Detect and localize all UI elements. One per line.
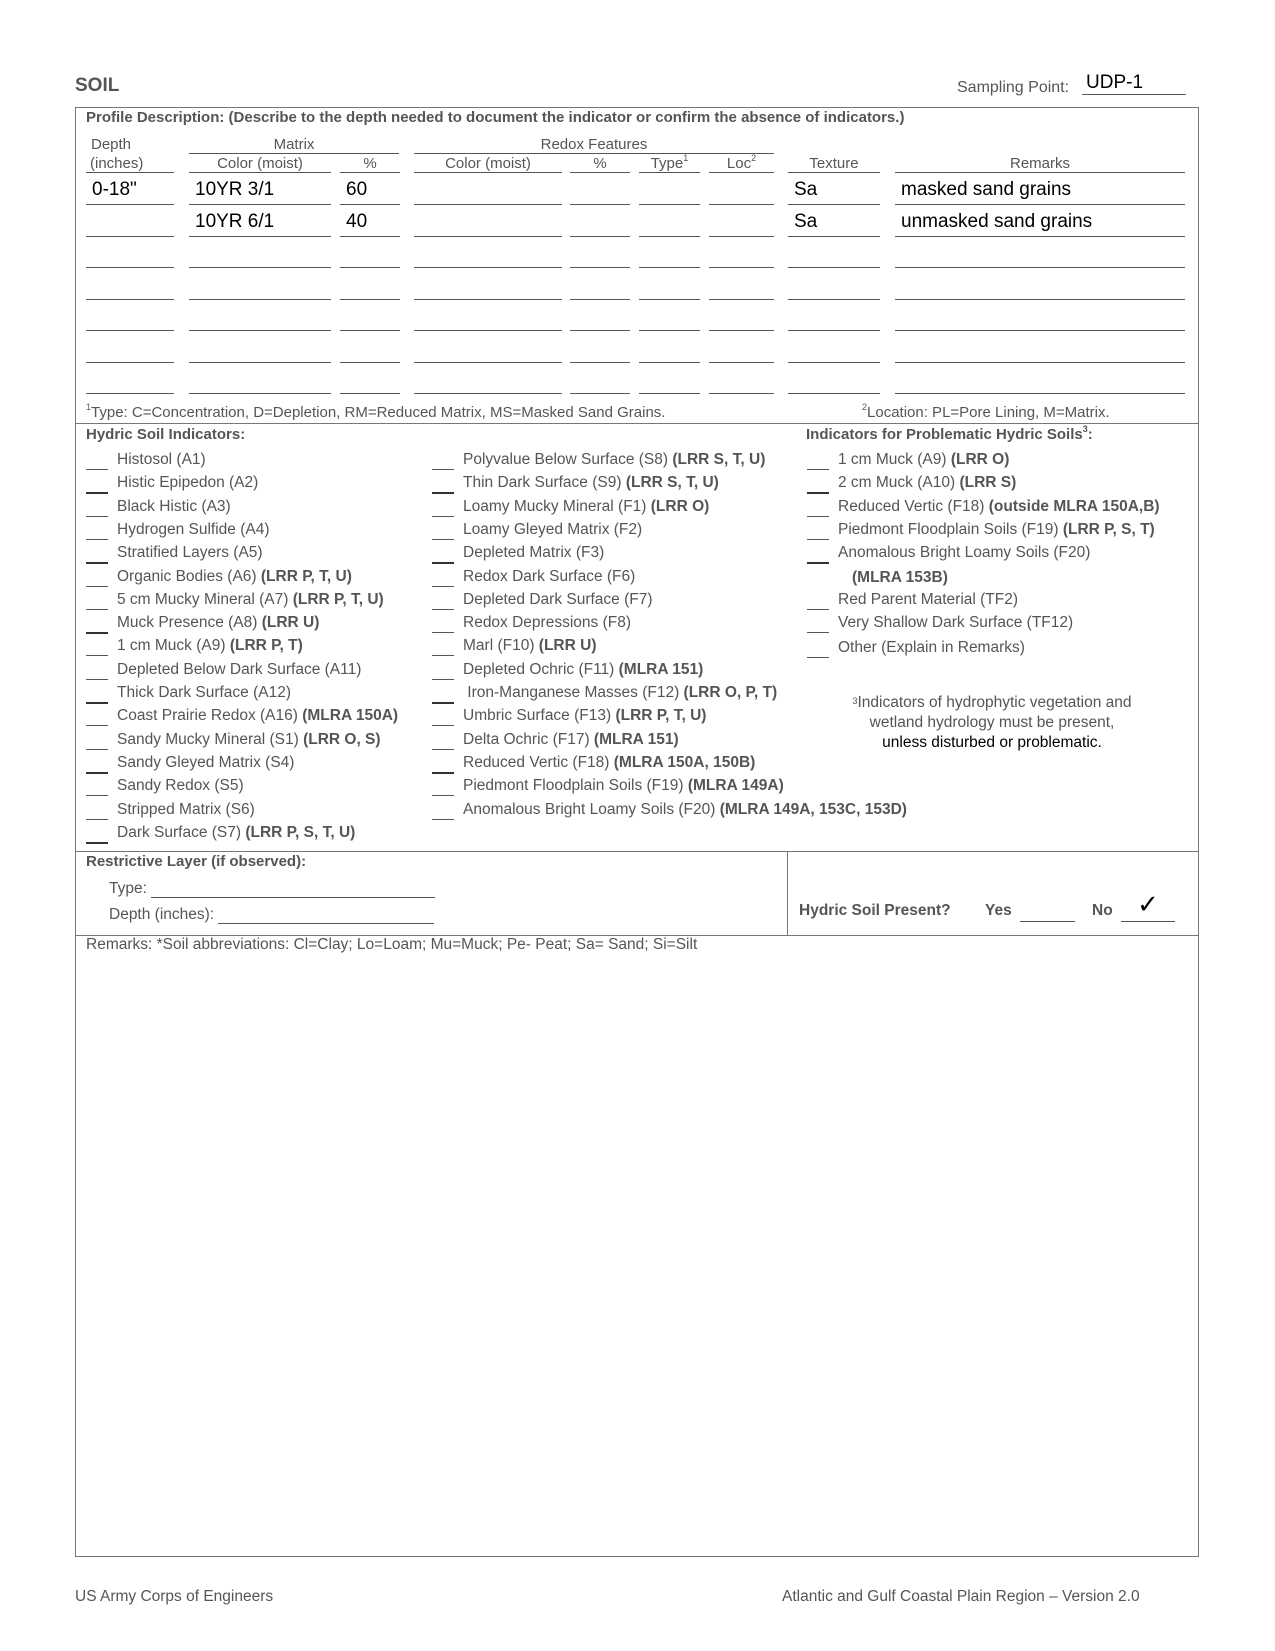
cell-texture[interactable] — [788, 270, 880, 300]
indicator-checkbox-line[interactable] — [432, 568, 454, 587]
sampling-point-field[interactable]: UDP-1 — [1082, 72, 1186, 95]
hydric-soil-present-label: Hydric Soil Present? — [799, 902, 951, 919]
indicator-checkbox-line[interactable] — [86, 544, 108, 564]
cell-type[interactable] — [639, 238, 700, 268]
cell-depth[interactable] — [86, 333, 174, 363]
cell-texture[interactable]: Sa — [788, 175, 880, 205]
cell-type[interactable] — [639, 207, 700, 237]
indicator-region: (LRR P, S, T, U) — [245, 823, 356, 841]
indicator-item — [432, 731, 679, 750]
cell-redox-pct[interactable] — [570, 301, 630, 331]
footer-right: Atlantic and Gulf Coastal Plain Region – Version 2.0 — [782, 1588, 1140, 1605]
indicator-label: Reduced Vertic (F18) — [463, 753, 614, 771]
indicator-item — [807, 591, 1018, 610]
indicator-checkbox-line[interactable] — [432, 591, 454, 610]
col-remarks: Remarks — [895, 155, 1185, 173]
indicator-item — [86, 754, 294, 774]
indicator-item — [432, 754, 755, 774]
indicator-checkbox-line[interactable] — [86, 568, 108, 587]
footnote-type-sup: 1 — [86, 402, 92, 412]
indicator-label: 1 cm Muck (A9) — [117, 637, 230, 655]
indicator-region: (LRR S, T, U) — [625, 474, 719, 492]
indicator-label: 2 cm Muck (A10) — [838, 474, 960, 492]
indicator-checkbox-line[interactable] — [432, 451, 454, 470]
cell-depth[interactable]: 0-18" — [86, 175, 174, 205]
page-title: SOIL — [75, 75, 120, 96]
indicator-item — [432, 777, 784, 796]
indicator-region: (LRR U) — [261, 614, 320, 632]
cell-matrix-pct[interactable] — [340, 301, 400, 331]
note-sup: 3 — [852, 696, 858, 706]
cell-redox-pct[interactable] — [570, 175, 630, 205]
problematic-title-end: : — [1087, 426, 1093, 443]
indicator-checkbox-line[interactable] — [807, 639, 829, 658]
footnote-location — [862, 404, 1110, 421]
indicator-item — [432, 637, 596, 656]
restrictive-depth-field[interactable] — [218, 905, 434, 924]
cell-loc[interactable] — [709, 270, 774, 300]
cell-loc[interactable] — [709, 175, 774, 205]
cell-texture[interactable] — [788, 333, 880, 363]
cell-texture[interactable]: Sa — [788, 207, 880, 237]
indicator-region: (MLRA 149A, 153C, 153D) — [719, 800, 907, 818]
hydric-yes-field[interactable] — [1020, 902, 1075, 922]
indicator-region: (LRR P, T, U) — [615, 707, 707, 725]
col-redox-color: Color (moist) — [414, 155, 562, 173]
indicator-label: Sandy Mucky Mineral (S1) — [117, 730, 304, 748]
cell-matrix-pct[interactable] — [340, 333, 400, 363]
indicator-region: (MLRA 151) — [593, 730, 679, 748]
cell-redox-color[interactable] — [414, 270, 562, 300]
indicator-checkbox-line[interactable] — [432, 521, 454, 540]
indicator-item — [807, 614, 1073, 633]
group-matrix-label: Matrix — [273, 136, 315, 153]
indicator-checkbox-line[interactable] — [86, 521, 108, 540]
indicator-region: (LRR S) — [959, 474, 1017, 492]
indicator-item — [432, 498, 709, 517]
indicator-label: Redox Depressions (F8) — [463, 614, 631, 632]
indicator-label: Depleted Dark Surface (F7) — [463, 590, 653, 608]
indicator-label: Loamy Gleyed Matrix (F2) — [463, 520, 643, 538]
indicator-label: 5 cm Mucky Mineral (A7) — [117, 590, 293, 608]
indicator-label: Histosol (A1) — [117, 451, 206, 468]
indicator-checkbox-line[interactable] — [86, 754, 108, 774]
indicator-checkbox-line[interactable] — [432, 777, 454, 796]
indicator-checkbox-line[interactable] — [432, 707, 454, 726]
footnote-type — [86, 404, 665, 421]
cell-type[interactable] — [639, 175, 700, 205]
cell-redox-color[interactable] — [414, 175, 562, 205]
indicator-checkbox-line[interactable] — [86, 637, 108, 656]
footnote-type-text: Type: C=Concentration, D=Depletion, RM=Reduced Matrix, MS=Masked Sand Grains. — [91, 404, 666, 421]
cell-redox-pct[interactable] — [570, 364, 630, 394]
cell-redox-pct[interactable] — [570, 207, 630, 237]
group-matrix-rule — [189, 153, 399, 154]
indicator-label: Histic Epipedon (A2) — [117, 474, 259, 492]
restrictive-depth-label: Depth (inches): — [109, 906, 215, 923]
indicator-item — [432, 684, 777, 704]
indicator-region: (LRR S, T, U) — [672, 451, 766, 468]
indicator-checkbox-line[interactable] — [86, 824, 108, 844]
indicator-label: Sandy Gleyed Matrix (S4) — [117, 753, 295, 771]
col-type — [639, 155, 700, 173]
col-loc — [709, 155, 774, 173]
indicator-label: Delta Ochric (F17) — [463, 730, 594, 748]
indicator-item — [807, 498, 1160, 517]
cell-remarks[interactable]: unmasked sand grains — [895, 207, 1185, 237]
hydric-indicators-title: Hydric Soil Indicators: — [86, 426, 246, 443]
indicator-checkbox-line[interactable] — [86, 684, 108, 704]
cell-remarks[interactable] — [895, 364, 1185, 394]
cell-redox-pct[interactable] — [570, 270, 630, 300]
group-redox-label: Redox Features — [540, 136, 648, 153]
indicator-label: Loamy Mucky Mineral (F1) — [463, 497, 651, 515]
cell-matrix-pct[interactable] — [340, 270, 400, 300]
indicator-checkbox-line[interactable] — [807, 498, 829, 517]
indicator-item — [432, 707, 706, 726]
cell-matrix-pct[interactable] — [340, 238, 400, 268]
cell-redox-pct[interactable] — [570, 238, 630, 268]
indicator-item — [86, 568, 352, 587]
col-type-sup: 1 — [683, 153, 689, 163]
cell-redox-color[interactable] — [414, 333, 562, 363]
indicator-region: (LRR O, P, T) — [683, 684, 778, 701]
restrictive-layer-title: Restrictive Layer (if observed): — [86, 853, 307, 870]
indicator-label: Iron-Manganese Masses (F12) — [463, 684, 684, 701]
note-line-2: wetland hydrology must be present, — [869, 714, 1115, 731]
restrictive-type-row — [109, 879, 435, 898]
col-matrix-color: Color (moist) — [189, 155, 331, 173]
indicator-item — [432, 474, 719, 494]
indicator-checkbox-line[interactable] — [432, 544, 454, 564]
indicator-item — [432, 521, 642, 540]
cell-remarks[interactable] — [895, 333, 1185, 363]
cell-matrix-color[interactable]: 10YR 3/1 — [189, 175, 331, 205]
indicator-label: Stratified Layers (A5) — [117, 544, 263, 562]
indicator-checkbox-line[interactable] — [432, 637, 454, 656]
indicator-item — [86, 801, 255, 820]
indicator-item — [86, 777, 244, 796]
col-loc-sup: 2 — [751, 153, 757, 163]
remarks-text: Remarks: *Soil abbreviations: Cl=Clay; Lo=Loam; Mu=Muck; Pe- Peat; Sa= Sand; Si=Silt — [86, 936, 698, 953]
profile-description-title: Profile Description: (Describe to the depth needed to document the indicator or confirm the absence of indicators.) — [86, 109, 905, 126]
indicator-label: Thick Dark Surface (A12) — [117, 684, 291, 701]
cell-matrix-color[interactable] — [189, 333, 331, 363]
indicator-label: Umbric Surface (F13) — [463, 707, 616, 725]
indicator-checkbox-line[interactable] — [86, 614, 108, 634]
problematic-title-text: Indicators for Problematic Hydric Soils — [806, 426, 1083, 443]
indicator-item — [432, 568, 635, 587]
indicator-checkbox-line[interactable] — [86, 731, 108, 750]
indicator-item — [86, 824, 355, 844]
indicator-label: Polyvalue Below Surface (S8) — [463, 451, 673, 468]
cell-redox-color[interactable] — [414, 301, 562, 331]
cell-depth[interactable] — [86, 270, 174, 300]
indicator-label: Anomalous Bright Loamy Soils (F20) — [463, 800, 720, 818]
indicator-label: Depleted Matrix (F3) — [463, 544, 605, 562]
cell-depth[interactable] — [86, 207, 174, 237]
indicator-label: Hydrogen Sulfide (A4) — [117, 520, 270, 538]
indicator-checkbox-line[interactable] — [432, 754, 454, 774]
cell-texture[interactable] — [788, 301, 880, 331]
indicator-label: Piedmont Floodplain Soils (F19) — [463, 777, 688, 795]
indicator-checkbox-line[interactable] — [86, 451, 108, 470]
sampling-point-label: Sampling Point: — [957, 79, 1070, 96]
indicator-checkbox-line[interactable] — [432, 661, 454, 680]
indicator-item — [432, 661, 703, 680]
cell-matrix-color[interactable] — [189, 364, 331, 394]
indicator-checkbox-line[interactable] — [807, 521, 829, 540]
col-depth-label: Depth — [91, 136, 132, 153]
indicator-item — [86, 637, 303, 656]
indicator-label: Stripped Matrix (S6) — [117, 800, 255, 818]
restrictive-depth-row — [109, 905, 434, 924]
indicator-label: Other (Explain in Remarks) — [838, 639, 1025, 657]
cell-remarks[interactable] — [895, 238, 1185, 268]
cell-type[interactable] — [639, 270, 700, 300]
indicator-item — [432, 544, 604, 564]
col-type-text: Type — [650, 155, 684, 172]
indicator-region: (outside MLRA 150A,B) — [988, 497, 1160, 515]
indicator-item — [86, 591, 384, 610]
indicator-region: (LRR P, T, U) — [292, 590, 384, 608]
divider-restrictive-present — [787, 851, 788, 935]
cell-depth[interactable] — [86, 301, 174, 331]
indicator-checkbox-line[interactable] — [807, 591, 829, 610]
cell-loc[interactable] — [709, 364, 774, 394]
indicator-checkbox-line[interactable] — [807, 451, 829, 470]
indicator-checkbox-line[interactable] — [86, 474, 108, 494]
indicator-region: (LRR O, S) — [303, 730, 381, 748]
indicator-item — [807, 474, 1016, 494]
indicator-label: 1 cm Muck (A9) — [838, 451, 951, 468]
footer-left: US Army Corps of Engineers — [75, 1588, 274, 1605]
indicator-label: Marl (F10) — [463, 637, 539, 655]
col-matrix-pct: % — [340, 155, 400, 173]
indicator-item — [86, 544, 263, 564]
cell-loc[interactable] — [709, 333, 774, 363]
indicator-region: (LRR O) — [950, 451, 1010, 468]
indicator-item — [432, 591, 653, 610]
indicator-label: Thin Dark Surface (S9) — [463, 474, 626, 492]
indicator-label: Depleted Below Dark Surface (A11) — [117, 660, 362, 678]
indicator-checkbox-line[interactable] — [432, 731, 454, 750]
indicator-item — [86, 707, 398, 726]
indicator-item — [86, 661, 361, 680]
indicator-item — [807, 639, 1025, 658]
indicator-item — [86, 498, 231, 517]
note-line-1: Indicators of hydrophytic vegetation and — [857, 694, 1132, 711]
col-texture: Texture — [788, 155, 880, 173]
cell-remarks[interactable] — [895, 301, 1185, 331]
indicator-label: Coast Prairie Redox (A16) — [117, 707, 303, 725]
indicator-checkbox-line[interactable] — [807, 544, 829, 564]
indicator-checkbox-line[interactable] — [86, 801, 108, 820]
indicator-label: Dark Surface (S7) — [117, 823, 246, 841]
cell-matrix-pct[interactable] — [340, 364, 400, 394]
footnote-loc-sup: 2 — [862, 402, 868, 412]
indicator-checkbox-line[interactable] — [86, 591, 108, 610]
indicator-region: (MLRA 151) — [618, 660, 704, 678]
hydric-no-field[interactable]: ✓ — [1121, 889, 1175, 922]
indicator-region: (LRR P, S, T) — [1062, 520, 1155, 538]
indicator-checkbox-line[interactable] — [807, 474, 829, 494]
cell-loc[interactable] — [709, 238, 774, 268]
indicator-label: Anomalous Bright Loamy Soils (F20) — [838, 544, 1091, 562]
indicator-item — [86, 731, 381, 750]
col-depth-unit: (inches) — [86, 155, 174, 173]
indicator-item — [86, 614, 319, 634]
indicator-checkbox-line[interactable] — [86, 661, 108, 680]
indicator-item — [86, 474, 258, 494]
restrictive-type-field[interactable] — [151, 879, 435, 898]
indicator-label: Red Parent Material (TF2) — [838, 590, 1019, 608]
hydric-no-label: No — [1092, 902, 1113, 919]
cell-depth[interactable] — [86, 364, 174, 394]
divider-indicators-restrictive — [75, 851, 1199, 852]
cell-redox-color[interactable] — [414, 207, 562, 237]
indicator-item — [432, 451, 765, 470]
indicator-label: Organic Bodies (A6) — [117, 567, 261, 585]
indicators-note — [832, 693, 1152, 753]
indicator-region: (MLRA 150A, 150B) — [613, 753, 756, 771]
indicator-checkbox-line[interactable] — [432, 801, 454, 820]
indicator-label: Redox Dark Surface (F6) — [463, 567, 636, 585]
cell-type[interactable] — [639, 364, 700, 394]
indicator-region: (LRR P, T, U) — [260, 567, 352, 585]
cell-matrix-pct[interactable]: 60 — [340, 175, 400, 205]
cell-matrix-color[interactable] — [189, 238, 331, 268]
problematic-indicators-title — [806, 426, 1093, 443]
indicator-label: Piedmont Floodplain Soils (F19) — [838, 520, 1063, 538]
indicator-label: Muck Presence (A8) — [117, 614, 262, 632]
cell-redox-pct[interactable] — [570, 333, 630, 363]
indicator-region: (MLRA 150A) — [302, 707, 399, 725]
group-redox-rule — [414, 153, 774, 154]
indicator-item — [432, 801, 907, 820]
cell-remarks[interactable]: masked sand grains — [895, 175, 1185, 205]
indicator-checkbox-line[interactable] — [432, 474, 454, 494]
divider-profile-indicators — [75, 423, 1199, 424]
footnote-loc-text: Location: PL=Pore Lining, M=Matrix. — [867, 404, 1110, 421]
cell-loc[interactable] — [709, 301, 774, 331]
cell-texture[interactable] — [788, 364, 880, 394]
indicator-checkbox-line[interactable] — [86, 498, 108, 517]
cell-redox-color[interactable] — [414, 238, 562, 268]
cell-matrix-color[interactable] — [189, 301, 331, 331]
cell-type[interactable] — [639, 333, 700, 363]
indicator-label: Sandy Redox (S5) — [117, 777, 244, 795]
indicator-label: Depleted Ochric (F11) — [463, 660, 619, 678]
indicator-item — [807, 544, 1090, 564]
cell-texture[interactable] — [788, 238, 880, 268]
indicator-item — [86, 521, 270, 540]
indicator-checkbox-line[interactable] — [807, 614, 829, 633]
cell-matrix-pct[interactable]: 40 — [340, 207, 400, 237]
cell-depth[interactable] — [86, 238, 174, 268]
indicator-region: (LRR U) — [538, 637, 597, 655]
indicator-item — [432, 614, 631, 633]
cell-loc[interactable] — [709, 207, 774, 237]
indicator-label: Reduced Vertic (F18) — [838, 497, 989, 515]
indicator-checkbox-line[interactable] — [86, 777, 108, 796]
indicator-checkbox-line[interactable] — [432, 684, 454, 704]
indicator-item — [807, 451, 1009, 470]
indicator-item — [86, 684, 291, 704]
indicator-label: Very Shallow Dark Surface (TF12) — [838, 614, 1074, 632]
cell-matrix-color[interactable]: 10YR 6/1 — [189, 207, 331, 237]
problematic-title-sup: 3 — [1082, 424, 1088, 434]
cell-matrix-color[interactable] — [189, 270, 331, 300]
col-loc-text: Loc — [726, 155, 752, 172]
cell-remarks[interactable] — [895, 270, 1185, 300]
col-redox-pct: % — [570, 155, 630, 173]
cell-redox-color[interactable] — [414, 364, 562, 394]
indicator-checkbox-line[interactable] — [432, 614, 454, 633]
hydric-yes-label: Yes — [985, 902, 1012, 919]
indicator-region: (LRR P, T) — [229, 637, 303, 655]
indicator-region: (LRR O) — [650, 497, 710, 515]
indicator-checkbox-line[interactable] — [86, 707, 108, 726]
indicator-item — [807, 521, 1155, 540]
indicator-region: (MLRA 149A) — [687, 777, 784, 795]
indicator-col3-continuation: (MLRA 153B) — [852, 569, 948, 586]
indicator-label: Black Histic (A3) — [117, 497, 231, 515]
restrictive-type-label: Type: — [109, 880, 147, 897]
cell-type[interactable] — [639, 301, 700, 331]
indicator-checkbox-line[interactable] — [432, 498, 454, 517]
note-line-3: unless disturbed or problematic. — [882, 734, 1102, 751]
indicator-item — [86, 451, 206, 470]
